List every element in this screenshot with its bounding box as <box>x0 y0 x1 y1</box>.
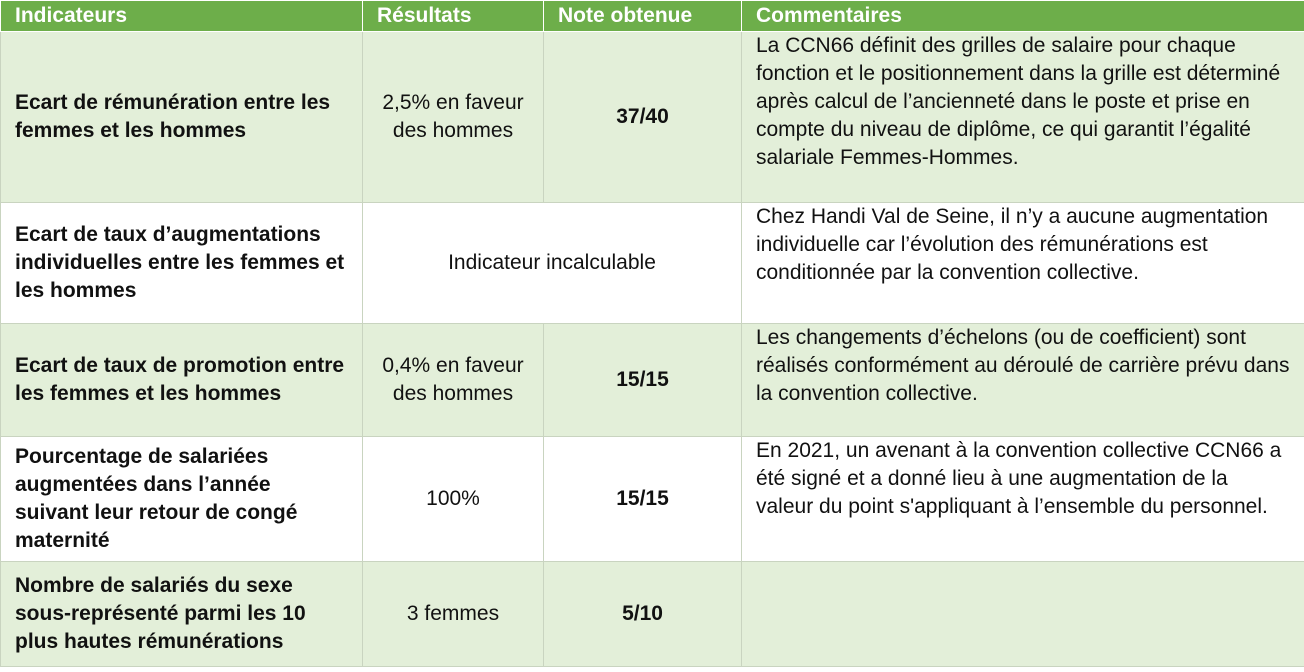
table-row <box>1 32 1304 203</box>
header-note: Note obtenue <box>544 1 742 32</box>
table-row <box>1 324 1304 437</box>
indicator-cell: Nombre de salariés du sexe sous-représenté parmi les 10 plus hautes rémunérations <box>1 562 363 667</box>
table-row <box>1 562 1304 667</box>
comment-cell: Les changements d’échelons (ou de coefficient) sont réalisés conformément au déroulé de carrière prévu dans la convention collective. <box>742 324 1304 437</box>
comment-cell <box>742 562 1304 667</box>
indicator-cell: Ecart de taux d’augmentations individuelles entre les femmes et les hommes <box>1 203 363 324</box>
comment-cell: La CCN66 définit des grilles de salaire pour chaque fonction et le positionnement dans la grille est déterminé après calcul de l’ancienneté dans le poste et prise en compte du niveau de diplôme, ce qui garantit l’égalité salariale Femmes-Hommes. <box>742 32 1304 203</box>
table-row <box>1 203 1304 324</box>
header-commentaires: Commentaires <box>742 1 1304 32</box>
indicator-cell: Ecart de taux de promotion entre les femmes et les hommes <box>1 324 363 437</box>
score-cell: 15/15 <box>544 324 742 437</box>
header-resultats: Résultats <box>363 1 544 32</box>
score-cell: 37/40 <box>544 32 742 203</box>
table-row <box>1 437 1304 562</box>
indicator-cell: Ecart de rémunération entre les femmes et les hommes <box>1 32 363 203</box>
score-cell: 15/15 <box>544 437 742 562</box>
result-cell: 3 femmes <box>363 562 544 667</box>
comment-cell: Chez Handi Val de Seine, il n’y a aucune augmentation individuelle car l’évolution des rémunérations est conditionnée par la convention collective. <box>742 203 1304 324</box>
result-cell: 100% <box>363 437 544 562</box>
comment-cell: En 2021, un avenant à la convention collective CCN66 a été signé et a donné lieu à une augmentation de la valeur du point s'appliquant à l’ensemble du personnel. <box>742 437 1304 562</box>
score-cell: 5/10 <box>544 562 742 667</box>
result-cell: Indicateur incalculable <box>363 203 742 324</box>
result-cell: 0,4% en faveur des hommes <box>363 324 544 437</box>
header-row <box>1 1 1304 32</box>
header-indicateurs: Indicateurs <box>1 1 363 32</box>
result-cell: 2,5% en faveur des hommes <box>363 32 544 203</box>
indicator-cell: Pourcentage de salariées augmentées dans l’année suivant leur retour de congé maternité <box>1 437 363 562</box>
